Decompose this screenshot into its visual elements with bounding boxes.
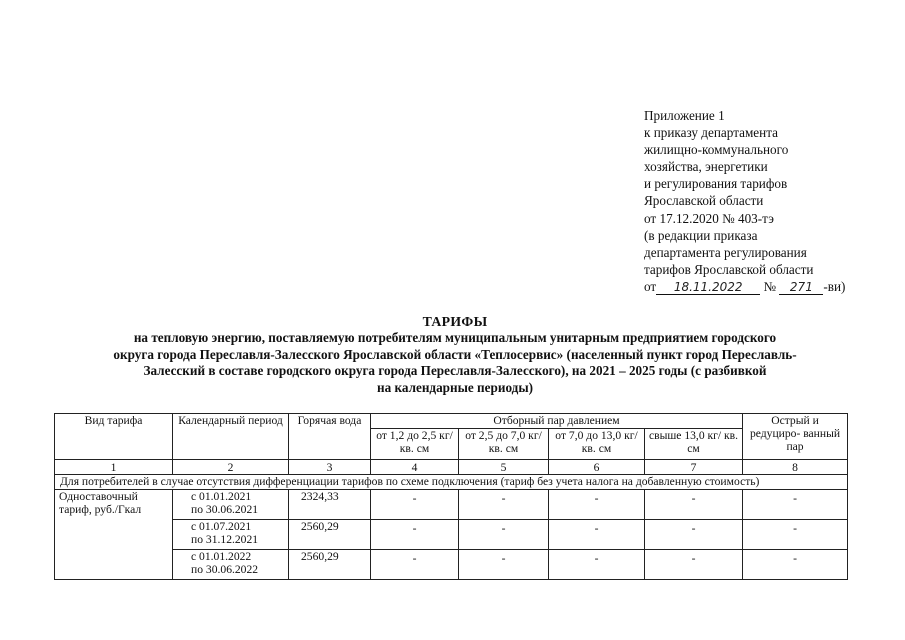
title-line: округа города Переславля-Залесского Ярославской области «Теплосервис» (населенный пункт город Переславль- (113, 346, 797, 362)
steam-1-dash: - (412, 492, 417, 505)
appendix-line: к приказу департамента (644, 125, 778, 141)
period-to: по 30.06.2022 (191, 563, 259, 576)
steam-4-dash: - (691, 492, 696, 505)
section-note-row (55, 475, 848, 490)
steam-2-value (459, 490, 549, 520)
header-row (55, 414, 848, 429)
steam-3-dash: - (594, 552, 599, 565)
steam-1-dash: - (412, 552, 417, 565)
header-steam-1: от 1,2 до 2,5 кг/ кв. см (371, 429, 459, 460)
reduced-value (743, 490, 848, 520)
appendix-line: Приложение 1 (644, 108, 725, 123)
header-period: Календарный период (173, 414, 289, 460)
column-number: 8 (743, 460, 848, 475)
table-row (55, 550, 848, 580)
hot-water-value: 2560,29 (289, 550, 371, 580)
steam-3-value (549, 490, 645, 520)
table-row (55, 490, 848, 520)
reduced-dash: - (793, 552, 797, 565)
number-sign: № (763, 278, 777, 294)
steam-4-dash: - (691, 552, 696, 565)
hot-water-value: 2560,29 (289, 520, 371, 550)
period-cell (173, 490, 289, 520)
title-line: на календарные периоды) (376, 379, 534, 395)
period-cell (173, 520, 289, 550)
steam-2-dash: - (501, 492, 506, 505)
tariff-label: Одноставочный тариф, руб./Гкал (55, 490, 173, 580)
steam-1-dash: - (412, 522, 417, 535)
column-number: 6 (549, 460, 645, 475)
period-to: по 31.12.2021 (191, 533, 259, 546)
steam-4-value (645, 550, 743, 580)
title-line: Залесский в составе городского округа города Переславля-Залесского), на 2021 – 2025 годы (с разбивкой (143, 363, 767, 379)
title-main: ТАРИФЫ (422, 314, 488, 329)
steam-1-value (371, 550, 459, 580)
steam-1-value (371, 520, 459, 550)
appendix-header (644, 107, 859, 295)
header-steam-4: свыше 13,0 кг/ кв. см (645, 429, 743, 460)
steam-3-value (549, 520, 645, 550)
column-number: 1 (55, 460, 173, 475)
reduced-dash: - (793, 522, 797, 535)
header-steam-3: от 7,0 до 13,0 кг/ кв. см (549, 429, 645, 460)
steam-3-dash: - (594, 492, 599, 505)
steam-2-dash: - (501, 552, 506, 565)
header-hot-water: Горячая вода (289, 414, 371, 460)
column-number: 3 (289, 460, 371, 475)
reduced-dash: - (793, 492, 797, 505)
period-cell (173, 550, 289, 580)
steam-4-value (645, 520, 743, 550)
handwritten-date: 18.11.2022 (656, 281, 760, 295)
period-from: с 01.01.2022 (191, 550, 252, 563)
column-number-row (55, 460, 848, 475)
section-note: Для потребителей в случае отсутствия дифференциации тарифов по схеме подключения (тариф без учета налога на добавленную стоимость) (55, 475, 848, 490)
column-number: 4 (371, 460, 459, 475)
document-title (40, 314, 870, 396)
tariffs-table (54, 413, 848, 580)
appendix-line: жилищно-коммунального (644, 142, 789, 158)
reduced-value (743, 550, 848, 580)
steam-2-value (459, 520, 549, 550)
appendix-line: департамента регулирования (644, 244, 807, 260)
column-number: 2 (173, 460, 289, 475)
steam-2-dash: - (501, 522, 506, 535)
appendix-line: и регулирования тарифов (644, 176, 788, 192)
appendix-line: Ярославской области (644, 193, 764, 209)
handwritten-number: 271 (779, 281, 823, 295)
header-tariff-type: Вид тарифа (55, 414, 173, 460)
hot-water-value: 2324,33 (289, 490, 371, 520)
steam-2-value (459, 550, 549, 580)
amendment-suffix: -ви) (823, 278, 846, 294)
column-number: 5 (459, 460, 549, 475)
steam-3-dash: - (594, 522, 599, 535)
appendix-line: тарифов Ярославской области (644, 261, 814, 277)
period-from: с 01.01.2021 (191, 490, 252, 503)
reduced-value (743, 520, 848, 550)
header-steam-group: Отборный пар давлением (371, 414, 743, 429)
table-row (55, 520, 848, 550)
appendix-amendment-line (644, 278, 859, 295)
appendix-line: от 17.12.2020 № 403-тэ (644, 210, 774, 226)
column-number: 7 (645, 460, 743, 475)
steam-4-value (645, 490, 743, 520)
header-steam-2: от 2,5 до 7,0 кг/ кв. см (459, 429, 549, 460)
steam-1-value (371, 490, 459, 520)
steam-4-dash: - (691, 522, 696, 535)
period-from: с 01.07.2021 (191, 520, 252, 533)
appendix-line: хозяйства, энергетики (644, 159, 768, 175)
period-to: по 30.06.2021 (191, 503, 259, 516)
steam-3-value (549, 550, 645, 580)
appendix-line: (в редакции приказа (644, 227, 758, 243)
amendment-prefix: от (644, 278, 657, 294)
header-reduced-steam: Острый и редуциро- ванный пар (743, 414, 848, 460)
title-line: на тепловую энергию, поставляемую потребителям муниципальным унитарным предприятием городского (133, 330, 777, 346)
